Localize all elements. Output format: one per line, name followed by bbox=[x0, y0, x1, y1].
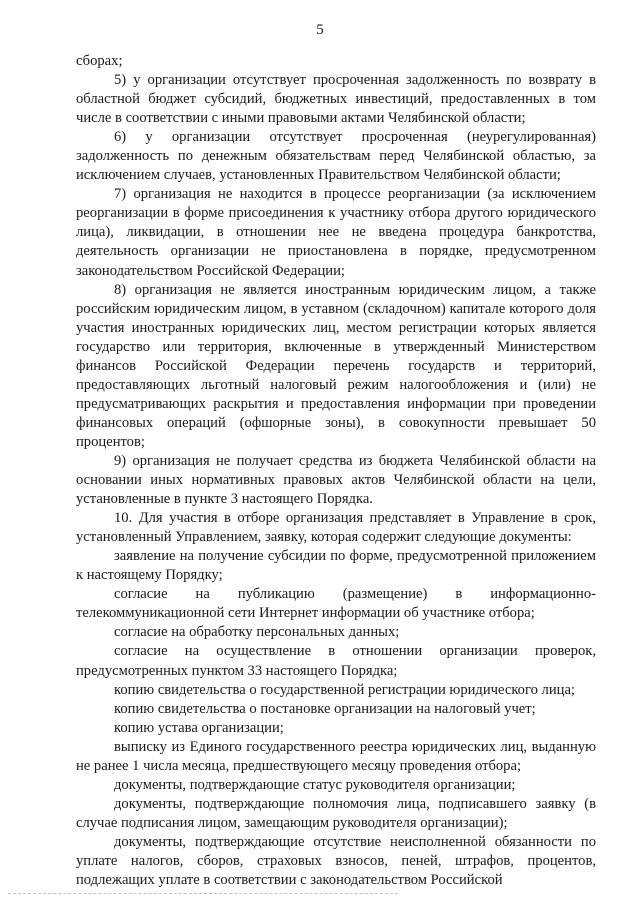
document-list-item: документы, подтверждающие отсутствие неисполненной обязанности по уплате налогов, сборов, страховых взносов, пеней, штрафов, процентов, подлежащих уплате в соответствии с законодательством Российской bbox=[76, 833, 596, 889]
document-body bbox=[76, 52, 596, 890]
document-list-item: заявление на получение субсидии по форме, предусмотренной приложением к настоящему Порядку; bbox=[76, 548, 596, 584]
document-list-item: копию устава организации; bbox=[114, 719, 284, 736]
document-list-item: согласие на публикацию (размещение) в информационно-телекоммуникационной сети Интернет информации об участнике отбора; bbox=[76, 586, 596, 622]
page-number: 5 bbox=[316, 22, 324, 38]
paragraph-section-10: 10. Для участия в отборе организация представляет в Управление в срок, установленный Управлением, заявку, которая содержит следующие документы: bbox=[76, 510, 596, 546]
document-list-item: копию свидетельства о государственной регистрации юридического лица; bbox=[114, 681, 575, 698]
document-list-item: согласие на осуществление в отношении организации проверок, предусмотренных пунктом 33 настоящего Порядка; bbox=[76, 643, 596, 679]
paragraph-item-6: 6) у организации отсутствует просроченная (неурегулированная) задолженность по денежным обязательствам перед Челябинской областью, за исключением случаев, установленных Правительством Челябинской области; bbox=[76, 129, 596, 184]
paragraph-item-5: 5) у организации отсутствует просроченная задолженность по возврату в областной бюджет субсидий, бюджетных инвестиций, предоставленных в том числе в соответствии с иными правовыми актами Челябинской области; bbox=[76, 72, 596, 127]
document-list-item: копию свидетельства о постановке организации на налоговый учет; bbox=[114, 700, 536, 717]
paragraph-continuation: сборах; bbox=[76, 53, 123, 69]
paragraph-item-8: 8) организация не является иностранным юридическим лицом, а также российским юридическим лицом, в уставном (складочном) капитале которого доля участия иностранных юридических лиц, местом регистрации которых является государство или территория, включенные в утвержденный Министерством финансов Российской Федерации перечень государств и территорий, предоставляющих льготный налоговый режим налогообложения и (или) не предусматривающих раскрытия и предоставления информации при проведении финансовых операций (офшорные зоны), в совокупности превышает 50 процентов; bbox=[76, 281, 596, 450]
document-list-item: выписку из Единого государственного реестра юридических лиц, выданную не ранее 1 числа месяца, предшествующего месяцу проведения отбора; bbox=[76, 738, 596, 774]
paragraph-item-7: 7) организация не находится в процессе реорганизации (за исключением реорганизации в форме присоединения к участнику отбора другого юридического лица), ликвидации, в отношении нее не введена процедура банкротства, деятельность организации не приостановлена в порядке, предусмотренном законодательством Российской Федерации; bbox=[76, 186, 596, 279]
document-list-item: документы, подтверждающие полномочия лица, подписавшего заявку (в случае подписания лицом, замещающим руководителя организации); bbox=[76, 795, 596, 831]
document-list-item: согласие на обработку персональных данных; bbox=[114, 624, 400, 641]
paragraph-item-9: 9) организация не получает средства из бюджета Челябинской области на основании иных нормативных правовых актов Челябинской области на цели, установленные в пункте 3 настоящего Порядка. bbox=[76, 452, 596, 508]
scan-artifact-line bbox=[8, 893, 398, 894]
document-list-item: документы, подтверждающие статус руководителя организации; bbox=[114, 776, 516, 793]
